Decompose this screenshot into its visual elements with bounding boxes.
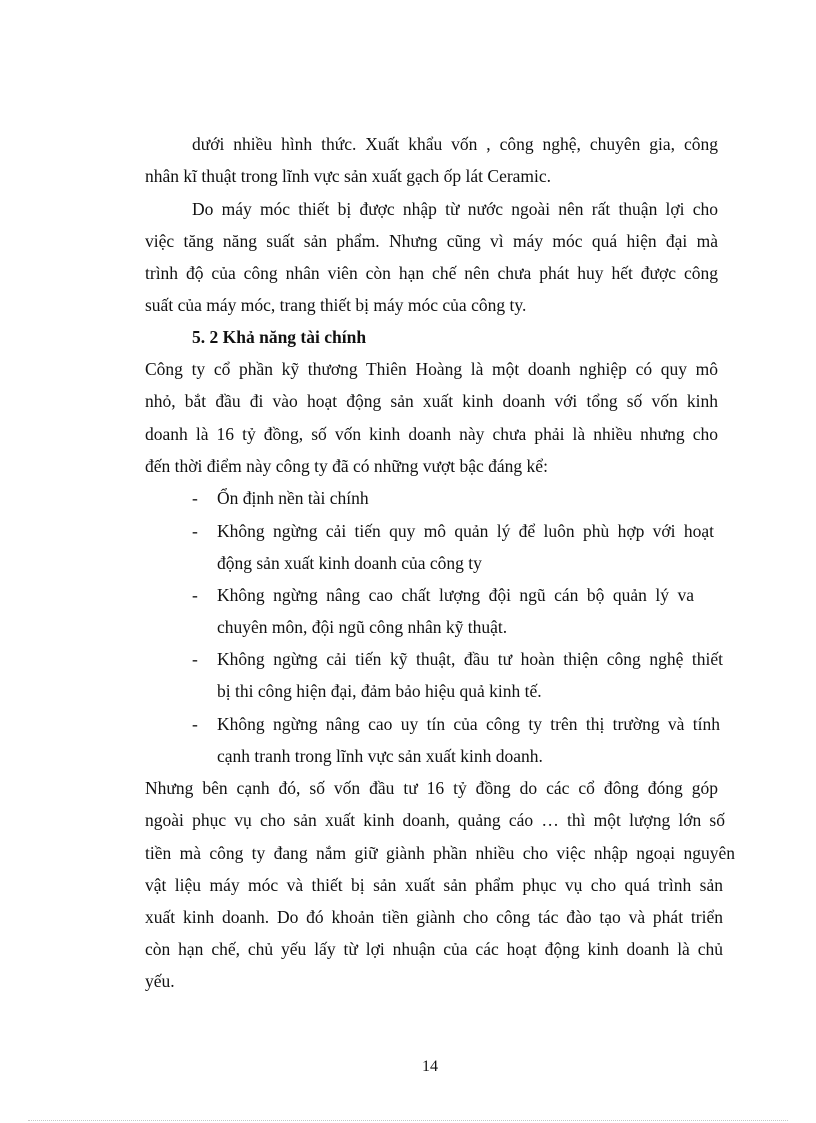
paragraph-line: việc tăng năng suất sản phẩm. Nhưng cũng vì máy móc quá hiện đại mà	[145, 231, 718, 251]
bullet-marker: -	[192, 649, 198, 669]
bullet-text: động sản xuất kinh doanh của công ty	[217, 553, 482, 573]
bullet-marker: -	[192, 521, 198, 541]
bullet-text: chuyên môn, đội ngũ công nhân kỹ thuật.	[217, 617, 508, 637]
section-heading: 5. 2 Khả năng tài chính	[192, 327, 367, 347]
bullet-text: Không ngừng nâng cao uy tín của công ty trên thị trường và tính	[217, 714, 720, 734]
paragraph-line: trình độ của công nhân viên còn hạn chế nên chưa phát huy hết được công	[145, 263, 718, 283]
bullet-text: Ổn định nền tài chính	[217, 488, 369, 508]
paragraph-line: ngoài phục vụ cho sản xuất kinh doanh, quảng cáo … thì một lượng lớn số	[145, 810, 725, 830]
footer-divider	[28, 1120, 788, 1121]
paragraph-line: tiền mà công ty đang nắm giữ giành phần nhiều cho việc nhập ngoại nguyên	[145, 843, 735, 863]
paragraph-line: dưới nhiều hình thức. Xuất khẩu vốn , công nghệ, chuyên gia, công	[192, 134, 718, 154]
paragraph-line: vật liệu máy móc và thiết bị sản xuất sản phẩm phục vụ cho quá trình sản	[145, 875, 723, 895]
paragraph-line: còn hạn chế, chủ yếu lấy từ lợi nhuận của các hoạt động kinh doanh là chủ	[145, 939, 723, 959]
bullet-text: cạnh tranh trong lĩnh vực sản xuất kinh doanh.	[217, 746, 543, 766]
bullet-marker: -	[192, 488, 198, 508]
bullet-marker: -	[192, 585, 198, 605]
bullet-text: Không ngừng nâng cao chất lượng đội ngũ cán bộ quản lý va	[217, 585, 694, 605]
paragraph-line: đến thời điểm này công ty đã có những vượt bậc đáng kể:	[145, 456, 548, 476]
bullet-text: Không ngừng cải tiến kỹ thuật, đầu tư hoàn thiện công nghệ thiết	[217, 649, 723, 669]
paragraph-line: nhỏ, bắt đầu đi vào hoạt động sản xuất kinh doanh với tổng số vốn kinh	[145, 391, 718, 411]
paragraph-line: doanh là 16 tỷ đồng, số vốn kinh doanh này chưa phải là nhiều nhưng cho	[145, 424, 718, 444]
paragraph-line: xuất kinh doanh. Do đó khoản tiền giành cho công tác đào tạo và phát triển	[145, 907, 723, 927]
bullet-text: bị thi công hiện đại, đảm bảo hiệu quả kinh tế.	[217, 681, 542, 701]
paragraph-line: nhân kĩ thuật trong lĩnh vực sản xuất gạch ốp lát Ceramic.	[145, 166, 552, 186]
paragraph-line: yếu.	[145, 971, 175, 991]
bullet-marker: -	[192, 714, 198, 734]
page-number: 14	[422, 1058, 438, 1075]
paragraph-line: Công ty cổ phần kỹ thương Thiên Hoàng là một doanh nghiệp có quy mô	[145, 359, 718, 379]
paragraph-line: Do máy móc thiết bị được nhập từ nước ngoài nên rất thuận lợi cho	[192, 199, 718, 219]
bullet-text: Không ngừng cải tiến quy mô quản lý để luôn phù hợp với hoạt	[217, 521, 714, 541]
paragraph-line: Nhưng bên cạnh đó, số vốn đầu tư 16 tỷ đồng do các cổ đông đóng góp	[145, 778, 718, 798]
paragraph-line: suất của máy móc, trang thiết bị máy móc của công ty.	[145, 295, 527, 315]
